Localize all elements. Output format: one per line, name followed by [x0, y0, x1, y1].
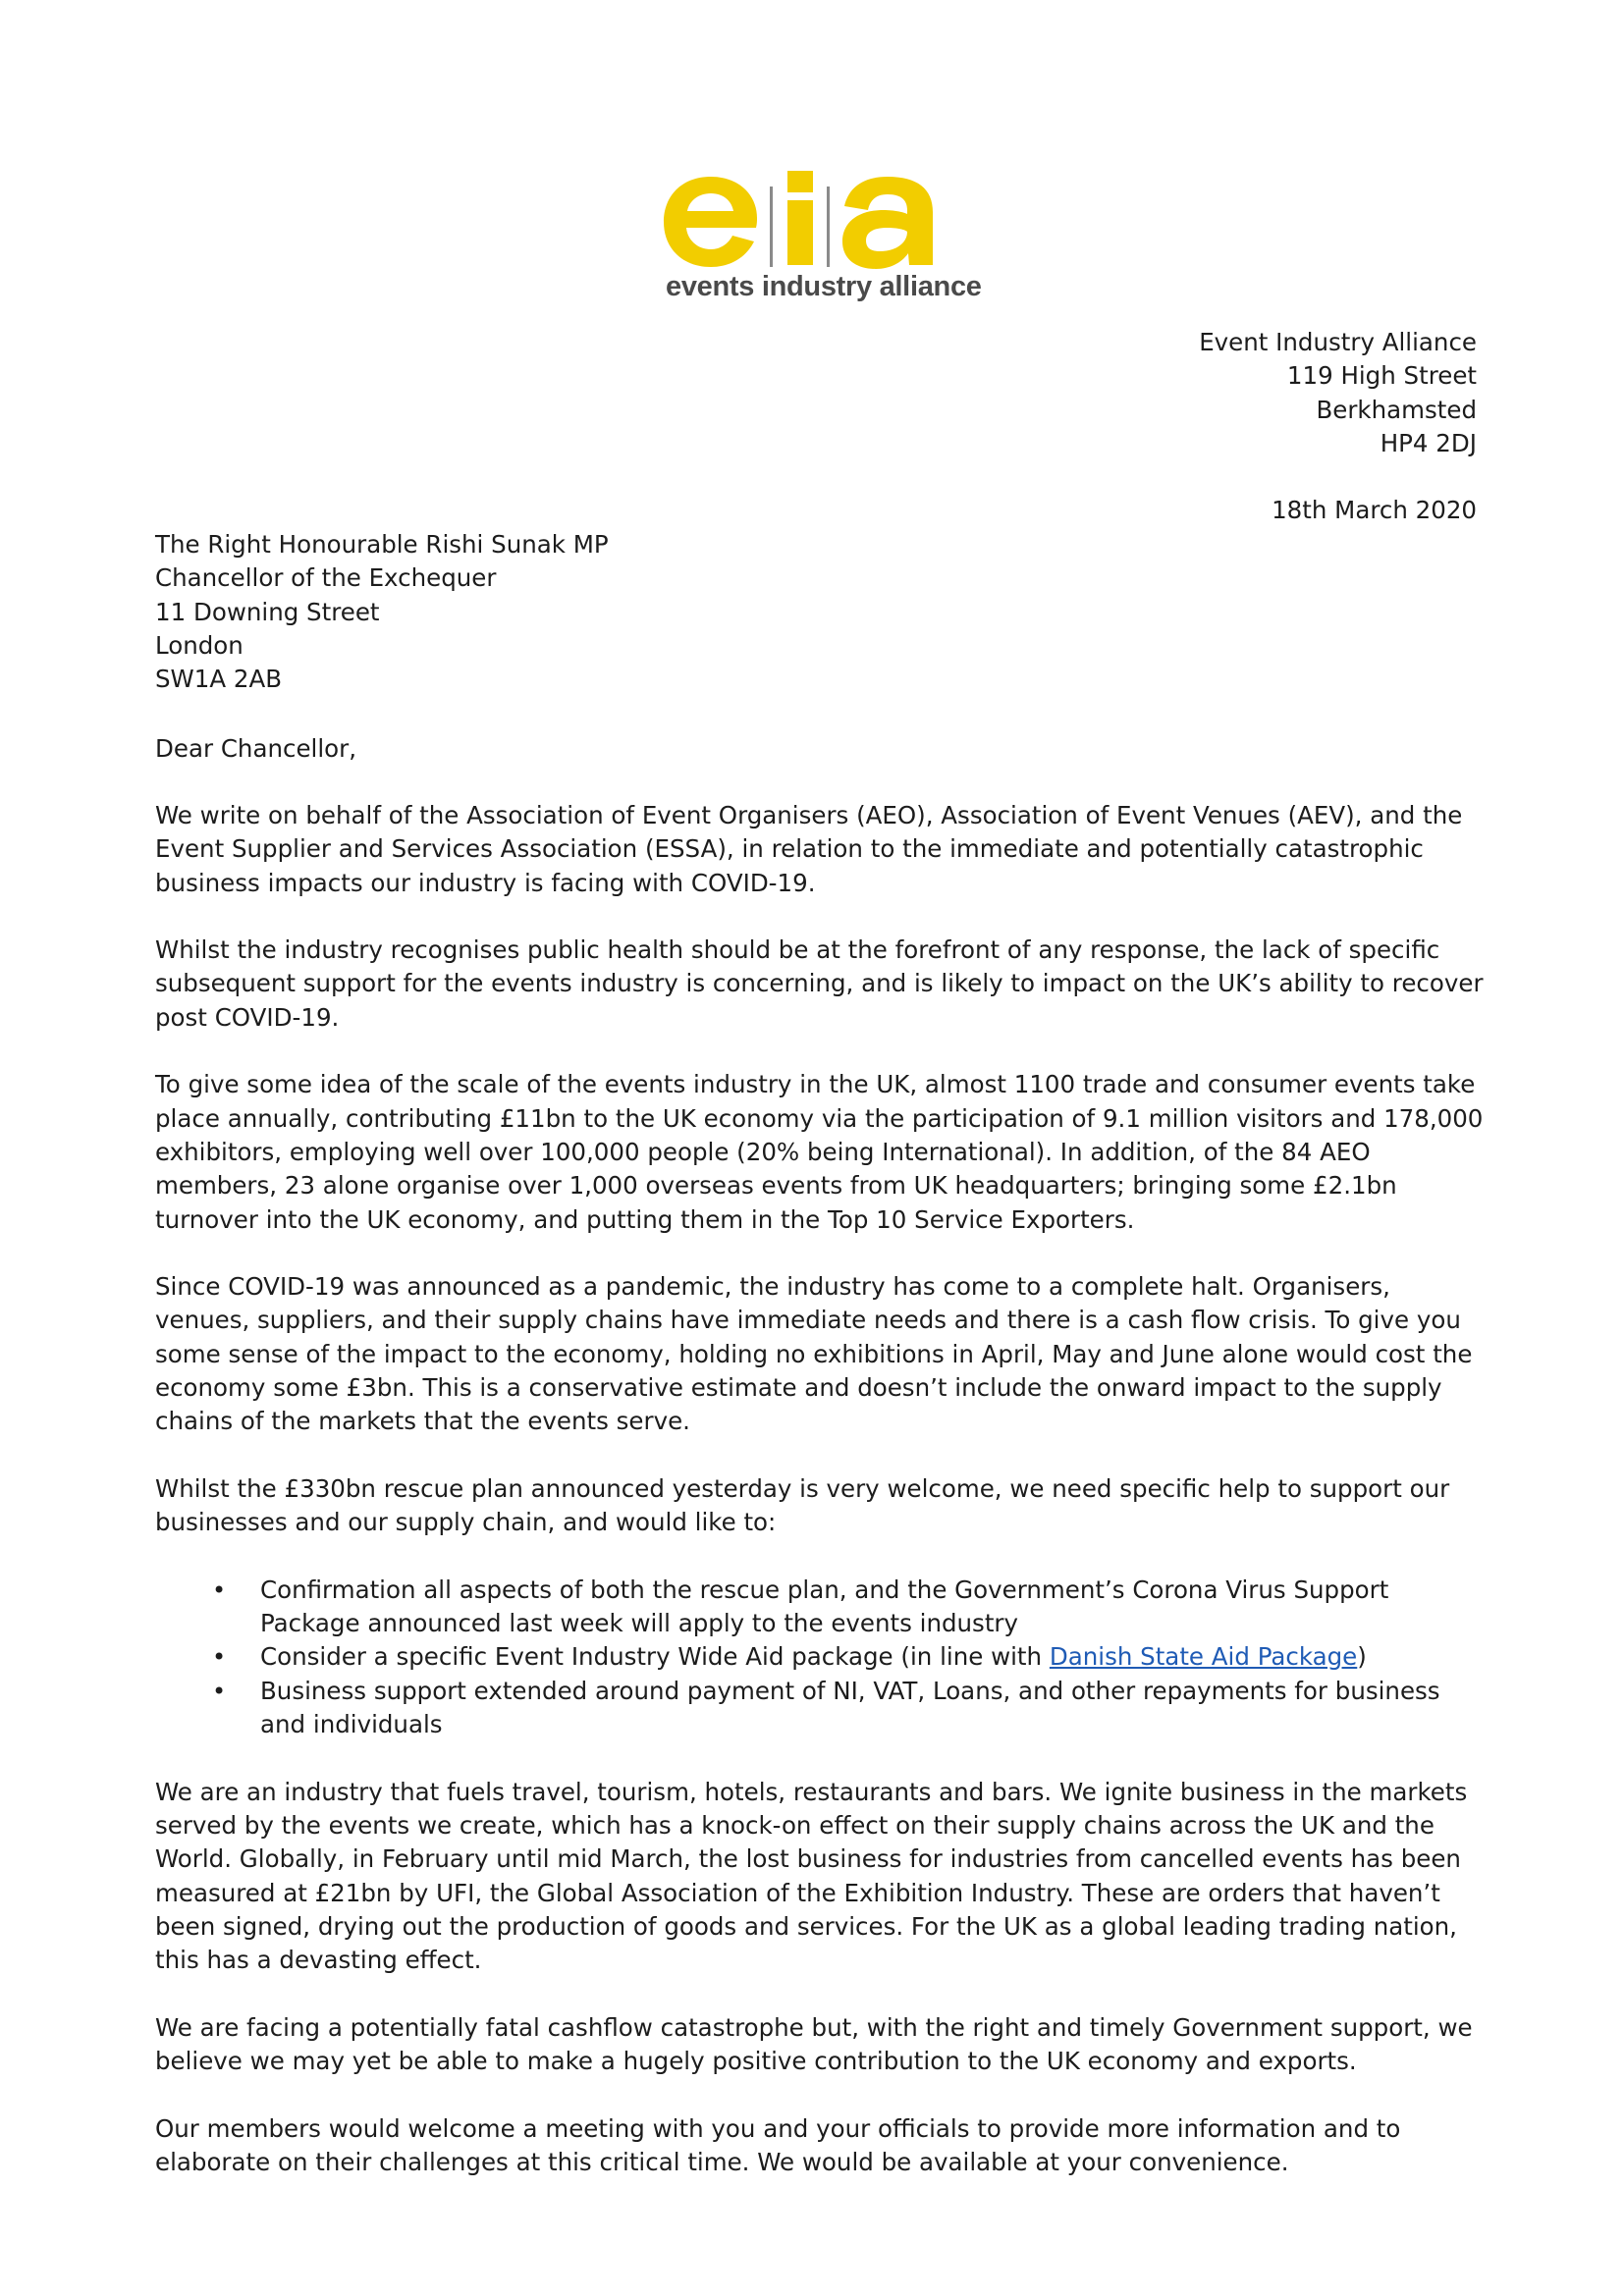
body-paragraph: Whilst the £330bn rescue plan announced yesterday is very welcome, we need specific help to support our businesses and our supply chain, and would like to: [155, 1473, 1450, 1537]
request-text: ) [1357, 1642, 1367, 1672]
salutation: Dear Chancellor, [155, 734, 356, 763]
body-paragraph: Our members would welcome a meeting with you and your officials to provide more information and to elaborate on their challenges at this critical time. We would be available at your convenience. [155, 2113, 1401, 2176]
sender-line: HP4 2DJ [1380, 428, 1477, 457]
sender-line: Event Industry Alliance [1199, 328, 1477, 356]
danish-state-aid-link[interactable]: Danish State Aid Package [1049, 1642, 1358, 1672]
logo-divider-left [770, 187, 773, 267]
body-paragraph: We write on behalf of the Association of Event Organisers (AEO), Association of Event Venues (AEV), and the Event Supplier and Services Association (ESSA), in relation to the immediate and potentially catastrophic business impacts our industry is facing with COVID-19. [155, 801, 1463, 897]
letter-body [155, 799, 1490, 2213]
sender-address [1199, 326, 1477, 460]
body-paragraph: We are an industry that fuels travel, tourism, hotels, restaurants and bars. We ignite business in the markets served by the events we create, which has a knock-on effect on their supply chains across the UK and the World. Globally, in February until mid March, the lost business for industries from cancelled events has been measured at £21bn by UFI, the Global Association of the Exhibition Industry. These are orders that haven’t been signed, drying out the production of goods and services. For the UK as a global leading trading nation, this has a devasting effect. [155, 1777, 1468, 1975]
body-paragraph: To give some idea of the scale of the events industry in the UK, almost 1100 trade and consumer events take place annually, contributing £11bn to the UK economy via the participation of 9.1 million visitors and 178,000 exhibitors, employing well over 100,000 people (20% being International). In addition, of the 84 AEO members, 23 alone organise over 1,000 overseas events from UK headquarters; bringing some £2.1bn turnover into the UK economy, and putting them in the Top 10 Service Exporters. [155, 1070, 1484, 1234]
logo-divider-right [827, 187, 830, 267]
request-list-item [155, 1675, 1490, 1742]
recipient-line: 11 Downing Street [155, 597, 380, 626]
sender-line: Berkhamsted [1316, 395, 1477, 424]
letter-date: 18th March 2020 [1272, 496, 1477, 524]
recipient-line: Chancellor of the Exchequer [155, 563, 497, 593]
bullet-marker: • [212, 1643, 227, 1672]
bullet-marker: • [212, 1575, 227, 1604]
body-paragraph: We are facing a potentially fatal cashflow catastrophe but, with the right and timely Government support, we believe we may yet be able to make a hugely positive contribution to the UK economy and exports. [155, 2012, 1473, 2075]
logo-letter-i [787, 171, 813, 265]
logo-letter-a [842, 177, 933, 269]
body-paragraph: Since COVID-19 was announced as a pandemic, the industry has come to a complete halt. Organisers, venues, suppliers, and their supply chains have immediate needs and there is a cash flow crisis. To give you some sense of the impact to the economy, holding no exhibitions in April, May and June alone would cost the economy some £3bn. This is a conservative estimate and doesn’t include the onward impact to the supply chains of the markets that the events serve. [155, 1272, 1473, 1436]
eia-logo [660, 167, 982, 314]
recipient-address [155, 528, 609, 696]
request-list [155, 1574, 1490, 1741]
request-list-item [155, 1574, 1490, 1641]
eia-logo-mark [660, 167, 974, 275]
logo-letter-e [664, 177, 757, 267]
request-text: Consider a specific Event Industry Wide Aid package (in line with [260, 1642, 1050, 1672]
logo-tagline: events industry alliance [666, 271, 982, 302]
request-text: Business support extended around payment of NI, VAT, Loans, and other repayments for business and individuals [260, 1676, 1440, 1739]
recipient-line: London [155, 630, 244, 660]
bullet-marker: • [212, 1677, 227, 1705]
request-list-item [155, 1640, 1490, 1674]
request-text: Confirmation all aspects of both the rescue plan, and the Government’s Corona Virus Support Package announced last week will apply to the events industry [260, 1575, 1389, 1638]
sender-line: 119 High Street [1286, 361, 1477, 391]
recipient-line: SW1A 2AB [155, 665, 283, 694]
recipient-line: The Right Honourable Rishi Sunak MP [155, 530, 609, 559]
body-paragraph: Whilst the industry recognises public health should be at the forefront of any response, the lack of specific subsequent support for the events industry is concerning, and is likely to impact on the UK’s ability to recover post COVID-19. [155, 935, 1484, 1032]
